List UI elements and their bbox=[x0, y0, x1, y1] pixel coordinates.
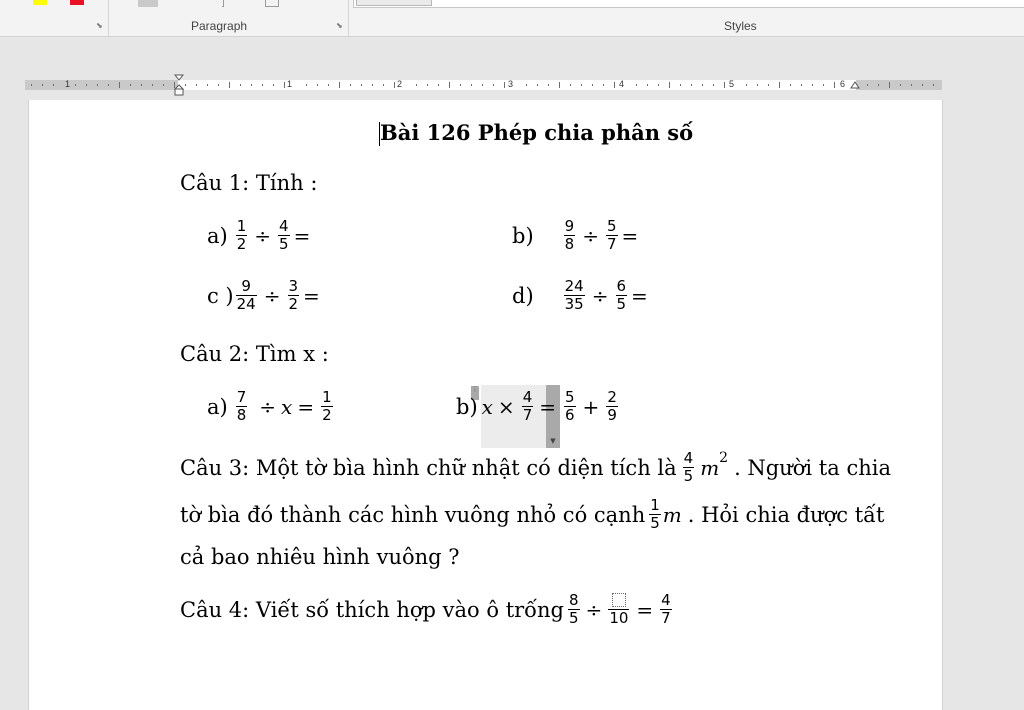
ruler-number: 6 bbox=[840, 79, 846, 89]
q1-item-a bbox=[207, 218, 315, 253]
ruler-dot bbox=[570, 84, 571, 86]
question-4 bbox=[180, 592, 674, 627]
ruler-dot bbox=[823, 84, 824, 86]
fraction: $\frac{1}{2}$ bbox=[322, 388, 332, 424]
ruler-dot bbox=[163, 84, 164, 86]
ruler-dot bbox=[493, 84, 494, 86]
unit-meter: m bbox=[662, 502, 682, 527]
ruler-dot bbox=[306, 84, 307, 86]
shading-button[interactable] bbox=[138, 0, 158, 7]
ruler-dot bbox=[141, 84, 142, 86]
ruler-number: 1 bbox=[287, 79, 293, 89]
fraction: $\frac{5}{6}$ bbox=[565, 388, 575, 424]
ruler-dot bbox=[526, 84, 527, 86]
borders-button[interactable] bbox=[265, 0, 279, 7]
ruler-dot bbox=[240, 84, 241, 86]
item-label: c ) bbox=[207, 283, 234, 308]
fraction: $\frac{4}{5}$ bbox=[683, 449, 694, 485]
plus-operator: + bbox=[582, 394, 600, 419]
divide-operator: ÷ bbox=[582, 223, 599, 248]
divide-operator: ÷ bbox=[591, 283, 609, 308]
fraction: $\frac{4}{7}$ bbox=[661, 591, 671, 627]
fraction: $\frac{6}{5}$ bbox=[616, 277, 627, 313]
ruler-dot bbox=[86, 84, 87, 86]
ruler-tick bbox=[724, 82, 725, 88]
fraction: $\frac{9}{24}$ bbox=[236, 277, 256, 313]
ruler-dot bbox=[647, 84, 648, 86]
fraction: $\frac{4}{5}$ bbox=[279, 217, 289, 253]
ruler-dot bbox=[636, 84, 637, 86]
ruler-dot bbox=[933, 84, 934, 86]
group-separator bbox=[348, 0, 349, 36]
ruler-dot bbox=[592, 84, 593, 86]
ribbon-divider bbox=[222, 0, 224, 7]
ruler-dot bbox=[42, 84, 43, 86]
ruler-tick bbox=[449, 82, 450, 88]
ruler-tick bbox=[834, 82, 835, 88]
question-3-text: tờ bìa đó thành các hình vuông nhỏ có cạnh bbox=[180, 502, 646, 527]
ruler-dot bbox=[207, 84, 208, 86]
fraction: $\frac{24}{35}$ bbox=[564, 277, 584, 313]
question-3-text: Câu 3: Một tờ bìa hình chữ nhật có diện tích là bbox=[180, 455, 677, 480]
right-indent-marker-icon[interactable] bbox=[850, 80, 860, 90]
unit-square-meter: $m^2$ bbox=[700, 449, 729, 480]
ribbon bbox=[0, 0, 1024, 37]
ruler-dot bbox=[768, 84, 769, 86]
ruler-dot bbox=[691, 84, 692, 86]
ruler-number: 4 bbox=[619, 79, 625, 89]
ruler-dot bbox=[75, 84, 76, 86]
ruler-dot bbox=[878, 84, 879, 86]
ruler-text-area bbox=[178, 80, 856, 90]
ruler-dot bbox=[482, 84, 483, 86]
font-dialog-launcher-icon[interactable]: ⬊ bbox=[96, 21, 103, 30]
item-label: d) bbox=[512, 283, 534, 308]
group-label-styles: Styles bbox=[724, 19, 757, 33]
ruler-dot bbox=[746, 84, 747, 86]
ruler-dot bbox=[328, 84, 329, 86]
ruler-dot bbox=[185, 84, 186, 86]
q1-item-b bbox=[512, 218, 643, 253]
ruler-dot bbox=[460, 84, 461, 86]
ruler-tick bbox=[394, 82, 395, 88]
q1-item-c bbox=[207, 278, 325, 313]
question-4-text: Câu 4: Viết số thích hợp vào ô trống bbox=[180, 597, 564, 622]
q2-item-a bbox=[207, 389, 335, 424]
ruler-dot bbox=[361, 84, 362, 86]
ruler-dot bbox=[130, 84, 131, 86]
styles-gallery[interactable] bbox=[353, 0, 1024, 8]
ruler-dot bbox=[801, 84, 802, 86]
ruler-tick bbox=[614, 82, 615, 88]
equals-sign: = bbox=[636, 597, 654, 622]
ruler-dot bbox=[416, 84, 417, 86]
ruler-tick bbox=[779, 82, 780, 88]
q1-item-d bbox=[512, 278, 653, 313]
ruler-dot bbox=[867, 84, 868, 86]
font-color-icon[interactable] bbox=[70, 0, 84, 5]
ruler-dot bbox=[273, 84, 274, 86]
equals-sign: = bbox=[293, 223, 311, 248]
ruler-number: 2 bbox=[397, 79, 403, 89]
ruler-tick bbox=[889, 82, 890, 88]
ruler-dot bbox=[218, 84, 219, 86]
ruler-tick bbox=[559, 82, 560, 88]
document-title: Bài 126 Phép chia phân số bbox=[380, 120, 694, 145]
ruler-dot bbox=[713, 84, 714, 86]
item-label: a) bbox=[207, 223, 228, 248]
group-label-paragraph: Paragraph bbox=[191, 19, 248, 33]
equals-sign: = bbox=[631, 283, 648, 308]
group-separator bbox=[108, 0, 109, 36]
fraction-with-blank: 10 bbox=[608, 592, 629, 627]
ruler-dot bbox=[922, 84, 923, 86]
equals-sign: = bbox=[303, 283, 320, 308]
highlight-color-icon[interactable] bbox=[33, 0, 47, 5]
ruler-dot bbox=[108, 84, 109, 86]
ruler-dot bbox=[438, 84, 439, 86]
style-normal-tile[interactable] bbox=[356, 0, 432, 6]
fraction: $\frac{1}{5}$ bbox=[650, 496, 660, 532]
ruler-dot bbox=[262, 84, 263, 86]
ruler-tick bbox=[339, 82, 340, 88]
item-label: b) bbox=[456, 394, 478, 419]
ruler-tick bbox=[669, 82, 670, 88]
q2-item-b bbox=[456, 389, 620, 424]
equation-options-arrow-icon[interactable]: ▼ bbox=[550, 437, 556, 445]
question-3-line-3: cả bao nhiêu hình vuông ? bbox=[180, 545, 460, 569]
ruler-tick bbox=[119, 82, 120, 88]
variable-x: x bbox=[281, 394, 293, 419]
ruler-dot bbox=[812, 84, 813, 86]
fraction: $\frac{1}{2}$ bbox=[236, 217, 247, 253]
question-3-line-2 bbox=[180, 497, 884, 532]
ruler-dot bbox=[383, 84, 384, 86]
question-3-text: . Hỏi chia được tất bbox=[687, 502, 885, 527]
ruler-dot bbox=[152, 84, 153, 86]
ruler-dot bbox=[911, 84, 912, 86]
question-1-heading: Câu 1: Tính : bbox=[180, 171, 318, 195]
ruler-dot bbox=[757, 84, 758, 86]
ruler-dot bbox=[702, 84, 703, 86]
ruler-dot bbox=[97, 84, 98, 86]
fraction: $\frac{3}{2}$ bbox=[288, 277, 299, 313]
ruler-number: 5 bbox=[729, 79, 735, 89]
ruler-dot bbox=[31, 84, 32, 86]
question-3-text: . Người ta chia bbox=[734, 455, 891, 480]
ruler-dot bbox=[317, 84, 318, 86]
variable-x: x bbox=[481, 394, 493, 419]
ruler-dot bbox=[53, 84, 54, 86]
ruler-dot bbox=[603, 84, 604, 86]
equals-sign: = bbox=[297, 394, 315, 419]
equals-sign: = bbox=[621, 223, 639, 248]
fraction: $\frac{9}{8}$ bbox=[564, 217, 575, 253]
ruler-dot bbox=[548, 84, 549, 86]
fraction: $\frac{2}{9}$ bbox=[607, 388, 617, 424]
ruler-dot bbox=[196, 84, 197, 86]
ruler-dot bbox=[658, 84, 659, 86]
item-label: a) bbox=[207, 394, 228, 419]
ruler-dot bbox=[537, 84, 538, 86]
ruler-dot bbox=[372, 84, 373, 86]
horizontal-ruler[interactable] bbox=[25, 80, 942, 90]
divide-operator: ÷ bbox=[259, 394, 277, 419]
ruler-number: 3 bbox=[508, 79, 514, 89]
equation-grip-icon[interactable]: ⋮ bbox=[471, 386, 479, 400]
ruler-dot bbox=[680, 84, 681, 86]
ruler-tick bbox=[229, 82, 230, 88]
ruler-dot bbox=[471, 84, 472, 86]
equals-sign: = bbox=[539, 394, 556, 419]
ruler-dot bbox=[350, 84, 351, 86]
fraction: $\frac{5}{7}$ bbox=[606, 217, 617, 253]
question-2-heading: Câu 2: Tìm x : bbox=[180, 342, 329, 366]
ruler-number: 1 bbox=[65, 79, 71, 89]
ruler-dot bbox=[427, 84, 428, 86]
ruler-tick bbox=[504, 82, 505, 88]
divide-operator: ÷ bbox=[263, 283, 281, 308]
multiply-operator: × bbox=[497, 394, 515, 419]
fraction: $\frac{4}{7}$ bbox=[522, 388, 533, 424]
divide-operator: ÷ bbox=[585, 597, 603, 622]
ruler-tick bbox=[284, 82, 285, 88]
fraction: $\frac{8}{5}$ bbox=[569, 591, 579, 627]
ruler-dot bbox=[900, 84, 901, 86]
question-3-line-1 bbox=[180, 450, 891, 485]
blank-placeholder-box[interactable] bbox=[612, 593, 626, 607]
fraction: $\frac{7}{8}$ bbox=[236, 388, 247, 424]
divide-operator: ÷ bbox=[254, 223, 272, 248]
ruler-dot bbox=[251, 84, 252, 86]
ruler-dot bbox=[790, 84, 791, 86]
item-label: b) bbox=[512, 223, 534, 248]
ruler-dot bbox=[581, 84, 582, 86]
left-indent-marker-icon[interactable] bbox=[174, 74, 184, 96]
paragraph-dialog-launcher-icon[interactable]: ⬊ bbox=[336, 21, 343, 30]
